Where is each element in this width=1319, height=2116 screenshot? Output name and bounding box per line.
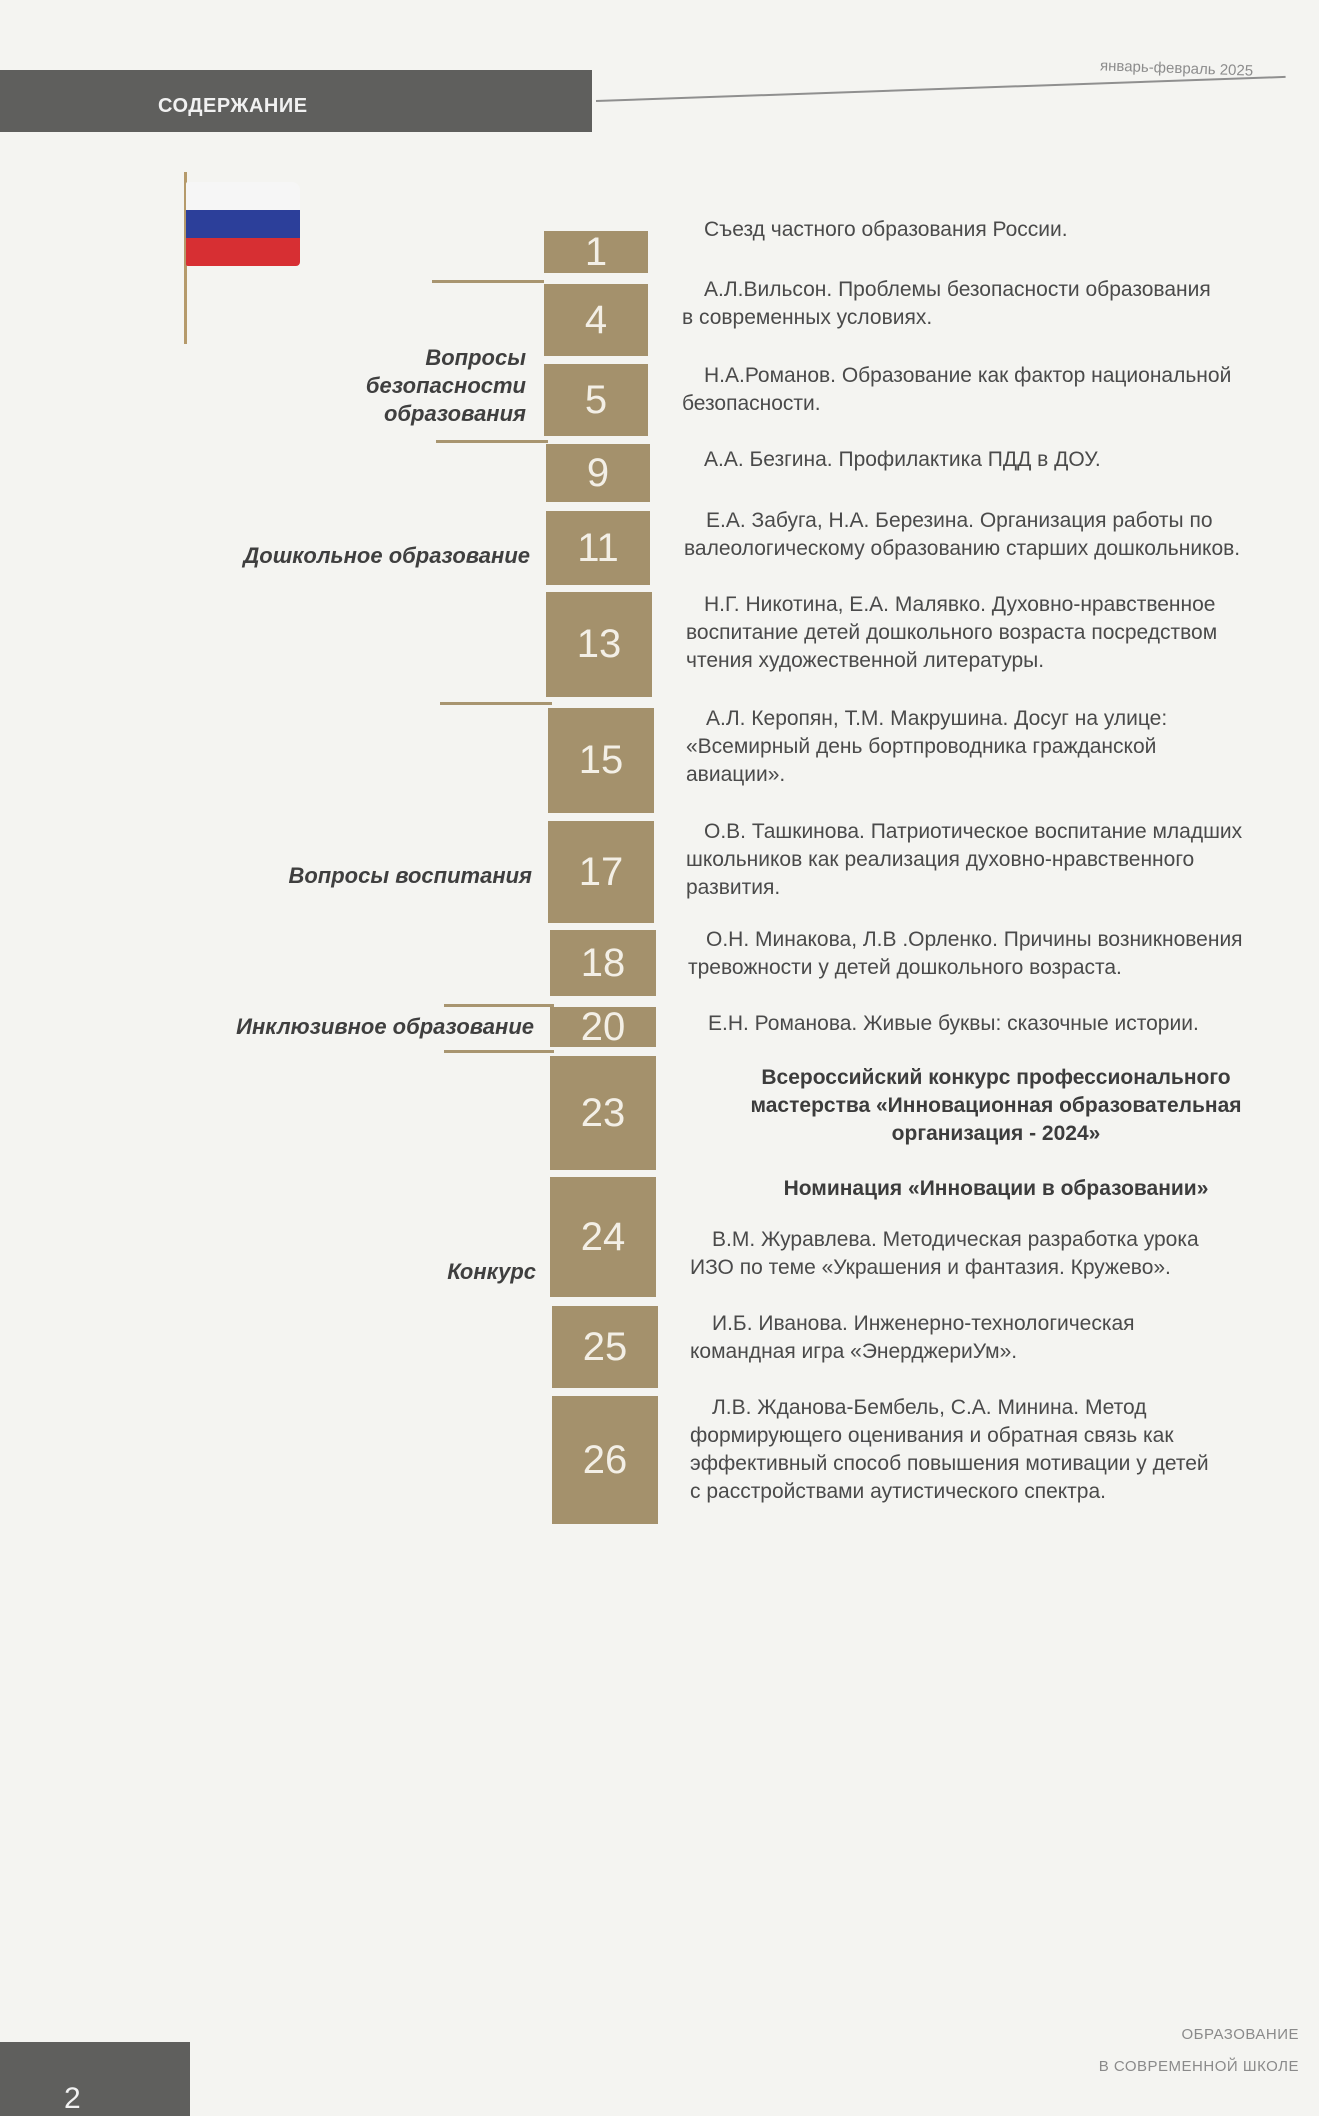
page-number-box: 11	[546, 511, 650, 585]
page-number-box: 13	[546, 592, 652, 697]
page-number: 2	[64, 2082, 81, 2115]
section-divider	[432, 280, 544, 283]
contents-entry: Е.Н. Романова. Живые буквы: сказочные истории.	[708, 1012, 1199, 1035]
section-divider	[436, 440, 548, 443]
journal-title-line1: ОБРАЗОВАНИЕ	[1181, 2026, 1299, 2043]
page-number-box: 24	[550, 1177, 656, 1297]
nomination-heading: Номинация «Инновации в образовании»	[783, 1177, 1209, 1200]
contents-entry: О.Н. Минакова, Л.В .Орленко. Причины возникновения тревожности у детей дошкольного возраста.	[688, 928, 1243, 979]
section-divider	[444, 1004, 554, 1007]
page-number-box: 17	[548, 821, 654, 923]
contents-entry: А.А. Безгина. Профилактика ПДД в ДОУ.	[704, 448, 1101, 471]
section-label-security: Вопросы безопасности образования	[365, 345, 526, 426]
contents-entry: И.Б. Иванова. Инженерно-технологическая командная игра «ЭнерджериУм».	[690, 1312, 1135, 1363]
contents-entry: Н.А.Романов. Образование как фактор национальной безопасности.	[682, 364, 1232, 415]
section-divider	[440, 702, 552, 705]
contents-entry: Л.В. Жданова-Бембель, С.А. Минина. Метод формирующего оценивания и обратная связь как эффективный способ повышения мотивации у детей с расстройствами аутистического спектра.	[690, 1396, 1209, 1503]
russian-flag-icon	[186, 182, 300, 266]
page-number-box: 4	[544, 284, 648, 356]
section-label-inclusive: Инклюзивное образование	[236, 1014, 534, 1039]
section-label-preschool: Дошкольное образование	[243, 543, 530, 568]
page-number-box: 20	[550, 1007, 656, 1047]
contents-entry: О.В. Ташкинова. Патриотическое воспитание младших школьников как реализация духовно-нравственного развития.	[686, 820, 1243, 899]
section-label-upbringing: Вопросы воспитания	[288, 863, 532, 888]
page-number-box: 18	[550, 930, 656, 996]
issue-date: январь-февраль 2025	[1099, 57, 1254, 80]
page-number-box: 23	[550, 1056, 656, 1170]
section-divider	[444, 1050, 554, 1053]
contents-entry: Е.А. Забуга, Н.А. Березина. Организация работы по валеологическому образованию старших дошкольников.	[684, 509, 1241, 560]
contents-entry: Н.Г. Никотина, Е.А. Малявко. Духовно-нравственное воспитание детей дошкольного возраста посредством чтения художественной литературы.	[686, 593, 1218, 672]
header-rule	[596, 76, 1286, 102]
page-number-bar	[0, 2042, 190, 2116]
page-number-box: 5	[544, 364, 648, 436]
contents-entry: А.Л.Вильсон. Проблемы безопасности образования в современных условиях.	[682, 278, 1211, 329]
contents-entry-contest: Всероссийский конкурс профессионального мастерства «Инновационная образовательная организация - 2024»	[750, 1066, 1242, 1145]
page-title: СОДЕРЖАНИЕ	[158, 95, 308, 117]
page-number-box: 1	[544, 231, 648, 273]
page-number-box: 25	[552, 1306, 658, 1388]
section-label-contest: Конкурс	[447, 1259, 536, 1284]
contents-entry: А.Л. Керопян, Т.М. Макрушина. Досуг на улице: «Всемирный день бортпроводника гражданской авиации».	[686, 707, 1168, 786]
contents-entry: В.М. Журавлева. Методическая разработка урока ИЗО по теме «Украшения и фантазия. Кружево».	[690, 1228, 1199, 1279]
contents-entry: Съезд частного образования России.	[704, 218, 1068, 241]
page-number-box: 26	[552, 1396, 658, 1524]
journal-title-line2: В СОВРЕМЕННОЙ ШКОЛЕ	[1098, 2058, 1299, 2075]
page-number-box: 9	[546, 444, 650, 502]
page-number-box: 15	[548, 708, 654, 813]
